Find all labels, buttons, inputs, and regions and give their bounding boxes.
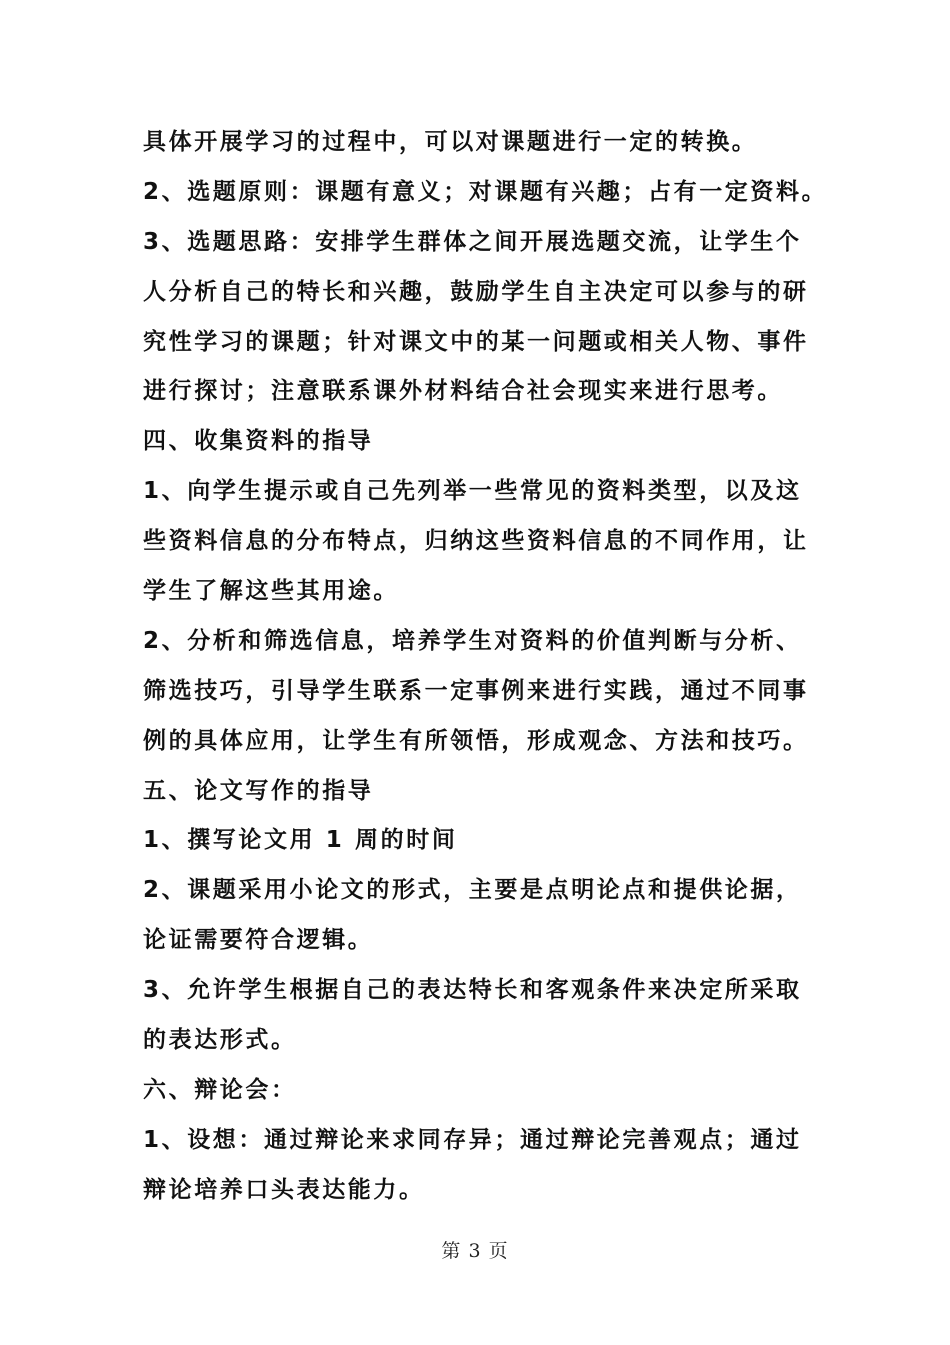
- document-body: [143, 118, 828, 1216]
- text-line: 辩论培养口头表达能力。: [143, 1176, 425, 1203]
- section-heading: 五、论文写作的指导: [143, 777, 374, 804]
- text-line: 1、撰写论文用 1 周的时间: [143, 827, 458, 854]
- text-line: 3、选题思路：安排学生群体之间开展选题交流，让学生个: [143, 228, 802, 255]
- section-heading: 六、辩论会：: [143, 1076, 297, 1103]
- text-line: 1、设想：通过辩论来求同存异；通过辩论完善观点；通过: [143, 1126, 802, 1153]
- text-line: 进行探讨；注意联系课外材料结合社会现实来进行思考。: [143, 378, 783, 405]
- text-line: 究性学习的课题；针对课文中的某一问题或相关人物、事件: [143, 328, 809, 355]
- page-number: 第 3 页: [441, 1240, 509, 1262]
- text-line: 的表达形式。: [143, 1027, 297, 1054]
- text-line: 学生了解这些其用途。: [143, 578, 399, 605]
- text-line: 3、允许学生根据自己的表达特长和客观条件来决定所采取: [143, 977, 802, 1004]
- text-line: 人分析自己的特长和兴趣，鼓励学生自主决定可以参与的研: [143, 278, 809, 305]
- text-line: 2、选题原则：课题有意义；对课题有兴趣；占有一定资料。: [143, 178, 828, 205]
- text-line: 论证需要符合逻辑。: [143, 927, 374, 954]
- text-line: 2、分析和筛选信息，培养学生对资料的价值判断与分析、: [143, 627, 802, 654]
- text-line: 筛选技巧，引导学生联系一定事例来进行实践，通过不同事: [143, 677, 809, 704]
- section-heading: 四、收集资料的指导: [143, 428, 374, 455]
- text-line: 例的具体应用，让学生有所领悟，形成观念、方法和技巧。: [143, 727, 809, 754]
- text-line: 些资料信息的分布特点，归纳这些资料信息的不同作用，让: [143, 528, 809, 555]
- text-line: 1、向学生提示或自己先列举一些常见的资料类型，以及这: [143, 478, 802, 505]
- text-line: 具体开展学习的过程中，可以对课题进行一定的转换。: [143, 129, 758, 155]
- text-line: 2、课题采用小论文的形式，主要是点明论点和提供论据，: [143, 877, 802, 904]
